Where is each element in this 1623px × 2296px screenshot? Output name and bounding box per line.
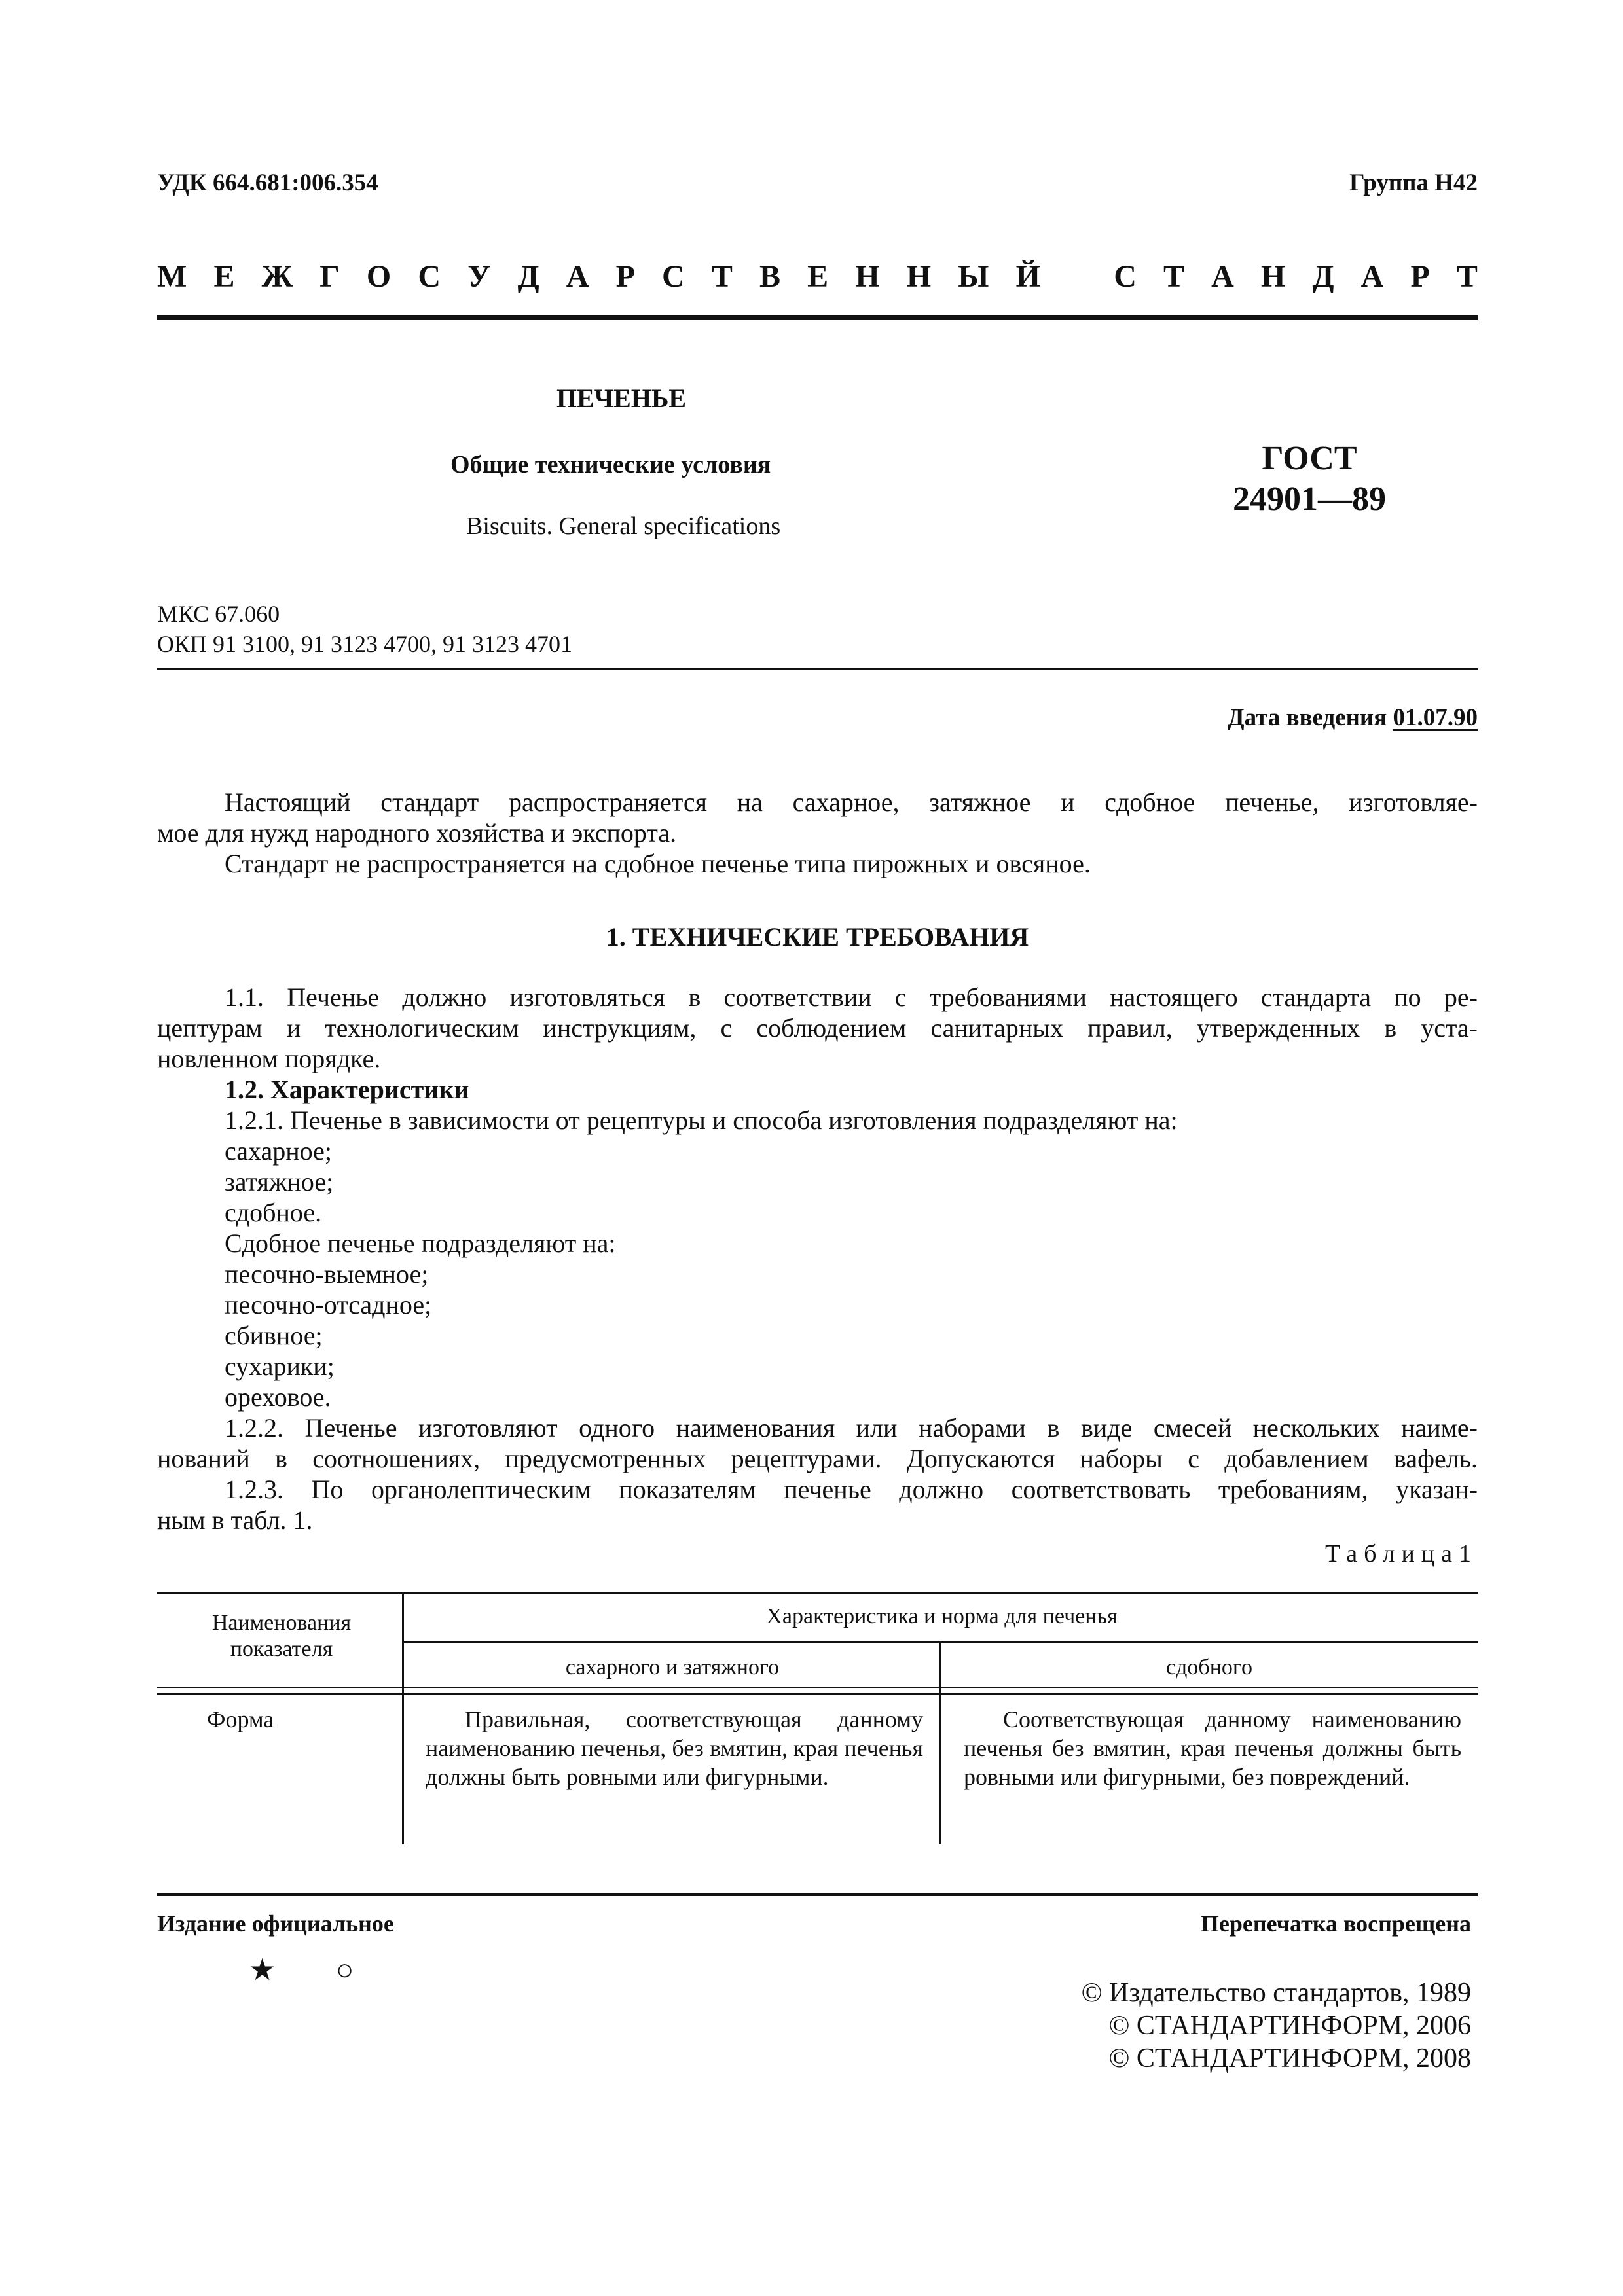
document-title-english: Biscuits. General specifications <box>466 512 781 540</box>
official-edition-label: Издание официальное <box>157 1910 394 1937</box>
copyright-line: © СТАНДАРТИНФОРМ, 2006 <box>1108 2011 1471 2041</box>
udk-code: УДК 664.681:006.354 <box>157 170 378 196</box>
banner-letter: Т <box>1456 259 1478 294</box>
banner-letter: У <box>467 259 491 294</box>
banner-letter: Д <box>517 259 539 294</box>
gost-number <box>1192 439 1427 520</box>
introduction-date <box>1228 704 1478 732</box>
banner-letter: Ы <box>958 259 989 294</box>
copyright-line: © Издательство стандартов, 1989 <box>1081 1978 1471 2008</box>
table-caption: Таблица1 <box>1324 1540 1478 1568</box>
banner-letter: Е <box>807 259 829 294</box>
banner-letter: Д <box>1312 259 1334 294</box>
table-column-divider <box>402 1592 404 1844</box>
list-item: сбивное; <box>225 1321 323 1350</box>
table-top-rule <box>157 1592 1478 1594</box>
classification-codes <box>157 599 572 659</box>
list-item: затяжное; <box>225 1167 334 1196</box>
banner-letter: О <box>366 259 392 294</box>
header-rule <box>157 315 1478 320</box>
scope-text <box>157 787 1478 879</box>
section-heading: 1. ТЕХНИЧЕСКИЕ ТРЕБОВАНИЯ <box>606 922 1029 952</box>
subsection-heading: 1.2. Характеристики <box>225 1075 469 1104</box>
banner-letter: Ж <box>261 259 293 294</box>
copyright-block <box>1082 1977 1471 2075</box>
codes-rule <box>157 668 1478 670</box>
list-item: сахарное; <box>225 1136 332 1166</box>
banner-letter: А <box>1211 259 1234 294</box>
table-header-double-rule <box>157 1687 1478 1688</box>
banner-letter: А <box>566 259 589 294</box>
paragraph-line: Сдобное печенье подразделяют на: <box>225 1229 616 1258</box>
paragraph-line: 1.1. Печенье должно изготовляться в соответствии с требованиями настоящего стандарта по ре- <box>225 982 1478 1012</box>
list-item: песочно-отсадное; <box>225 1290 432 1319</box>
section-1-text <box>157 982 1478 1535</box>
paragraph-line: Стандарт не распространяется на сдобное печенье типа пирожных и овсяное. <box>225 849 1091 878</box>
table-cell-rich: Соответствующая данному наименованию печенья без вмятин, края печенья должны быть ровными или фигурными, без повреждений. <box>964 1706 1461 1790</box>
paragraph-line: Настоящий стандарт распространяется на сахарное, затяжное и сдобное печенье, изготовляе- <box>225 787 1478 817</box>
group-code: Группа Н42 <box>1349 170 1478 196</box>
introduction-date-value: 01.07.90 <box>1393 704 1478 731</box>
banner-letter: Р <box>1410 259 1430 294</box>
banner-letter: Н <box>1260 259 1286 294</box>
gost-code: 24901—89 <box>1233 480 1386 518</box>
table-header-sugar: сахарного и затяжного <box>565 1655 780 1679</box>
banner-letter: Т <box>711 259 733 294</box>
interstate-standard-banner <box>157 259 1478 295</box>
banner-word-gap <box>1067 259 1087 295</box>
introduction-date-label: Дата введения <box>1228 704 1393 731</box>
paragraph-line: ным в табл. 1. <box>157 1505 313 1535</box>
table-header-group: Характеристика и норма для печенья <box>766 1604 1118 1628</box>
paragraph-line: цептурам и технологическим инструкциям, с соблюдением санитарных правил, утвержденных в уста- <box>157 1013 1478 1043</box>
footer-rule <box>157 1893 1478 1896</box>
gost-label: ГОСТ <box>1262 440 1357 477</box>
paragraph-line: 1.2.3. По органолептическим показателям печенье должно соответствовать требованиям, указан- <box>225 1475 1478 1504</box>
banner-letter: С <box>662 259 685 294</box>
list-item: песочно-выемное; <box>225 1259 429 1289</box>
banner-letter: С <box>1114 259 1137 294</box>
paragraph-line: 1.2.1. Печенье в зависимости от рецептуры и способа изготовления подразделяют на: <box>225 1105 1178 1135</box>
list-item: ореховое. <box>225 1382 331 1412</box>
list-item: сухарики; <box>225 1352 335 1381</box>
mks-code: МКС 67.060 <box>157 601 280 627</box>
banner-letter: Т <box>1163 259 1185 294</box>
banner-letter: В <box>759 259 781 294</box>
banner-letter: Н <box>906 259 932 294</box>
paragraph-line: мое для нужд народного хозяйства и экспорта. <box>157 818 677 848</box>
document-title: ПЕЧЕНЬЕ <box>556 384 687 413</box>
banner-letter: Н <box>855 259 880 294</box>
copyright-line: © СТАНДАРТИНФОРМ, 2008 <box>1108 2043 1471 2073</box>
table-header-indicator: Наименования показателя <box>211 1611 352 1661</box>
banner-letter: Й <box>1015 259 1040 294</box>
reprint-prohibited-label: Перепечатка воспрещена <box>1200 1910 1471 1937</box>
table-header-rich: сдобного <box>1166 1655 1252 1679</box>
banner-letter: Р <box>615 259 635 294</box>
banner-letter: С <box>418 259 441 294</box>
paragraph-line: 1.2.2. Печенье изготовляют одного наименования или наборами в виде смесей нескольких наиме- <box>225 1413 1478 1443</box>
banner-letter: А <box>1360 259 1384 294</box>
okp-code: ОКП 91 3100, 91 3123 4700, 91 3123 4701 <box>157 631 573 657</box>
table-cell-name: Форма <box>207 1706 274 1732</box>
list-item: сдобное. <box>225 1198 322 1227</box>
document-subtitle: Общие технические условия <box>450 451 771 478</box>
banner-letter: М <box>157 259 187 294</box>
banner-letter: Г <box>319 259 340 294</box>
table-header-double-rule <box>157 1693 1478 1695</box>
table-cell-sugar: Правильная, соответствующая данному наименованию печенья, без вмятин, края печенья должны быть ровными или фигурными. <box>426 1706 923 1790</box>
paragraph-line: нований в соотношениях, предусмотренных рецептурами. Допускаются наборы с добавлением вафель. <box>157 1444 1478 1473</box>
edition-marks: ★ ○ <box>249 1953 380 1986</box>
paragraph-line: новленном порядке. <box>157 1044 381 1073</box>
banner-letter: Е <box>213 259 235 294</box>
